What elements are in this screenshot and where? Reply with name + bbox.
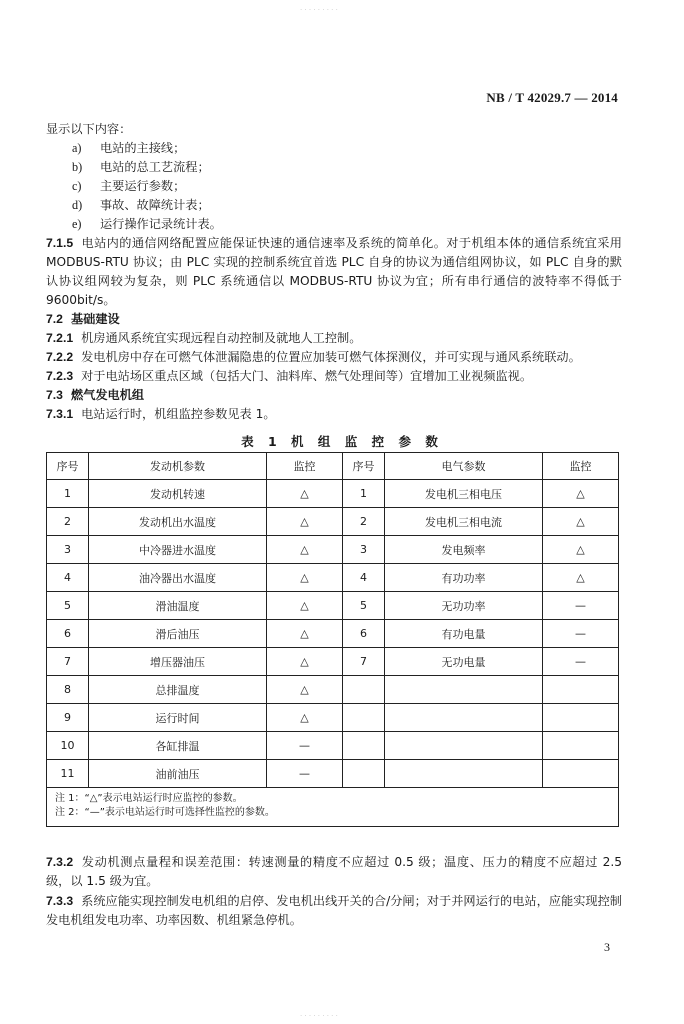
table-row xyxy=(47,676,619,704)
section-7-3 xyxy=(46,386,622,405)
table-cell: — xyxy=(543,648,619,676)
table-row xyxy=(47,620,619,648)
table-cell: 2 xyxy=(47,508,89,536)
table-cell: 总排温度 xyxy=(89,676,267,704)
table-cell: 11 xyxy=(47,760,89,788)
table-cell: △ xyxy=(267,620,343,648)
clause-7-2-3 xyxy=(46,367,622,386)
table-cell: 油冷器出水温度 xyxy=(89,564,267,592)
clause-7-1-5 xyxy=(46,234,622,310)
header-cell: 发动机参数 xyxy=(89,453,267,480)
table-cell xyxy=(543,704,619,732)
list-item xyxy=(72,215,222,232)
table-cell xyxy=(543,732,619,760)
table-row xyxy=(47,480,619,508)
table-cell: 增压器油压 xyxy=(89,648,267,676)
table-cell: △ xyxy=(267,648,343,676)
table-cell: 有功功率 xyxy=(385,564,543,592)
intro-text: 显示以下内容： xyxy=(46,122,132,136)
table-cell: 2 xyxy=(343,508,385,536)
table-cell: — xyxy=(543,592,619,620)
table-cell: 运行时间 xyxy=(89,704,267,732)
table-cell: 发动机转速 xyxy=(89,480,267,508)
table-cell: 5 xyxy=(47,592,89,620)
table-cell xyxy=(385,704,543,732)
table-cell: 4 xyxy=(343,564,385,592)
table-header-row xyxy=(47,453,619,480)
table-cell: 3 xyxy=(343,536,385,564)
table-caption: 表 1 机 组 监 控 参 数 xyxy=(241,434,443,449)
section-7-2 xyxy=(46,310,622,329)
header-cell: 监控 xyxy=(543,453,619,480)
section-number: 7.3 xyxy=(46,388,63,402)
standard-number: NB / T 42029.7 — 2014 xyxy=(486,90,618,105)
table-cell: 各缸排温 xyxy=(89,732,267,760)
table-cell: 中冷器进水温度 xyxy=(89,536,267,564)
table-cell: 1 xyxy=(343,480,385,508)
table-cell: 无功功率 xyxy=(385,592,543,620)
table-cell: △ xyxy=(267,592,343,620)
table-cell xyxy=(385,760,543,788)
table-cell xyxy=(385,732,543,760)
clause-7-2-1 xyxy=(46,329,622,348)
list-item xyxy=(72,196,210,213)
table-cell: 9 xyxy=(47,704,89,732)
table-cell xyxy=(343,704,385,732)
table-cell: △ xyxy=(543,480,619,508)
list-label: c) xyxy=(72,179,82,193)
clause-number: 7.2.2 xyxy=(46,350,74,364)
table-cell xyxy=(543,760,619,788)
header-cell: 序号 xyxy=(343,453,385,480)
table-cell: △ xyxy=(267,676,343,704)
table-row xyxy=(47,536,619,564)
table-cell: 3 xyxy=(47,536,89,564)
table-cell: 油前油压 xyxy=(89,760,267,788)
table-cell: 发电机三相电流 xyxy=(385,508,543,536)
list-label: a) xyxy=(72,141,82,155)
list-item xyxy=(72,139,185,156)
table-cell: 滑后油压 xyxy=(89,620,267,648)
table-row xyxy=(47,648,619,676)
table-cell: 无功电量 xyxy=(385,648,543,676)
table-cell: 发电机三相电压 xyxy=(385,480,543,508)
header-cell: 电气参数 xyxy=(385,453,543,480)
clause-text: 电站运行时，机组监控参数见表 1。 xyxy=(81,407,276,421)
table-cell: 有功电量 xyxy=(385,620,543,648)
table-cell: 8 xyxy=(47,676,89,704)
table-cell xyxy=(343,676,385,704)
table-cell: 1 xyxy=(47,480,89,508)
clause-7-2-2 xyxy=(46,348,622,367)
clause-text: 电站内的通信网络配置应能保证快速的通信速率及系统的简单化。对于机组本体的通信系统宜采用 MODBUS-RTU 协议；由 PLC 实现的控制系统宜首选 PLC 自身的协议为通信组网协议，如 PLC 自身的默认协议组网较为复杂，则 PLC 系统通信以 MODBUS-RTU 协议为宜；所有串行通信的波特率不得低于 9600bit/s。 xyxy=(46,236,622,307)
table-cell xyxy=(343,732,385,760)
table-row xyxy=(47,704,619,732)
section-title: 基础建设 xyxy=(70,312,120,326)
table-notes-row xyxy=(47,788,619,827)
table-row xyxy=(47,732,619,760)
table-row xyxy=(47,760,619,788)
table-note: 注 2：“—”表示电站运行时可选择性监控的参数。 xyxy=(55,807,275,818)
clause-number: 7.3.1 xyxy=(46,407,74,421)
list-label: b) xyxy=(72,160,83,174)
list-text: 主要运行参数； xyxy=(100,179,186,193)
table-cell xyxy=(343,760,385,788)
table-cell: △ xyxy=(267,480,343,508)
clause-text: 发电机房中存在可燃气体泄漏隐患的位置应加装可燃气体探测仪，并可实现与通风系统联动。 xyxy=(81,350,581,364)
table-cell: — xyxy=(543,620,619,648)
table-cell xyxy=(385,676,543,704)
list-item xyxy=(72,177,185,194)
table-note: 注 1：“△”表示电站运行时应监控的参数。 xyxy=(55,793,243,804)
clause-text: 对于电站场区重点区域（包括大门、油料库、燃气处理间等）宜增加工业视频监视。 xyxy=(81,369,533,383)
clause-number: 7.3.2 xyxy=(46,855,74,869)
header-cell: 监控 xyxy=(267,453,343,480)
clause-7-3-2 xyxy=(46,853,622,891)
clause-number: 7.2.3 xyxy=(46,369,74,383)
section-title: 燃气发电机组 xyxy=(70,388,145,402)
scan-mark-top: · · · · · · · · · xyxy=(300,6,338,14)
clause-text: 系统应能实现控制发电机组的启停、发电机出线开关的合/分闸；对于并网运行的电站，应能实现控制发电机组发电功率、功率因数、机组紧急停机。 xyxy=(46,894,622,927)
table-cell: 10 xyxy=(47,732,89,760)
page-number: 3 xyxy=(604,940,610,954)
clause-7-3-1 xyxy=(46,405,622,424)
table-cell: 7 xyxy=(47,648,89,676)
clause-7-3-3 xyxy=(46,892,622,930)
list-label: d) xyxy=(72,198,83,212)
table-row xyxy=(47,564,619,592)
list-label: e) xyxy=(72,217,82,231)
list-text: 电站的主接线； xyxy=(100,141,186,155)
list-text: 运行操作记录统计表。 xyxy=(100,217,222,231)
table-cell: △ xyxy=(267,508,343,536)
table-cell: 发动机出水温度 xyxy=(89,508,267,536)
clause-text: 机房通风系统宜实现远程自动控制及就地人工控制。 xyxy=(81,331,362,345)
section-number: 7.2 xyxy=(46,312,63,326)
header-cell: 序号 xyxy=(47,453,89,480)
clause-number: 7.3.3 xyxy=(46,894,74,908)
table-cell: 7 xyxy=(343,648,385,676)
table-row xyxy=(47,592,619,620)
table-cell xyxy=(543,676,619,704)
clause-number: 7.2.1 xyxy=(46,331,74,345)
table-cell: 发电频率 xyxy=(385,536,543,564)
table-cell: △ xyxy=(267,704,343,732)
clause-text: 发动机测点量程和误差范围：转速测量的精度不应超过 0.5 级；温度、压力的精度不应超过 2.5 级，以 1.5 级为宜。 xyxy=(46,855,622,888)
table-cell: — xyxy=(267,760,343,788)
clause-number: 7.1.5 xyxy=(46,236,74,250)
table-row xyxy=(47,508,619,536)
table-cell: 5 xyxy=(343,592,385,620)
table-cell: △ xyxy=(543,564,619,592)
list-item xyxy=(72,158,210,175)
monitoring-parameters-table xyxy=(46,452,619,827)
list-text: 事故、故障统计表； xyxy=(100,198,210,212)
table-cell: 6 xyxy=(47,620,89,648)
table-notes xyxy=(47,788,619,827)
table-cell: — xyxy=(267,732,343,760)
table-cell: △ xyxy=(543,508,619,536)
list-text: 电站的总工艺流程； xyxy=(100,160,210,174)
table-cell: 4 xyxy=(47,564,89,592)
table-cell: 滑油温度 xyxy=(89,592,267,620)
table-cell: 6 xyxy=(343,620,385,648)
table-cell: △ xyxy=(267,564,343,592)
table-cell: △ xyxy=(267,536,343,564)
scan-mark-bottom: · · · · · · · · · xyxy=(300,1012,338,1020)
table-cell: △ xyxy=(543,536,619,564)
